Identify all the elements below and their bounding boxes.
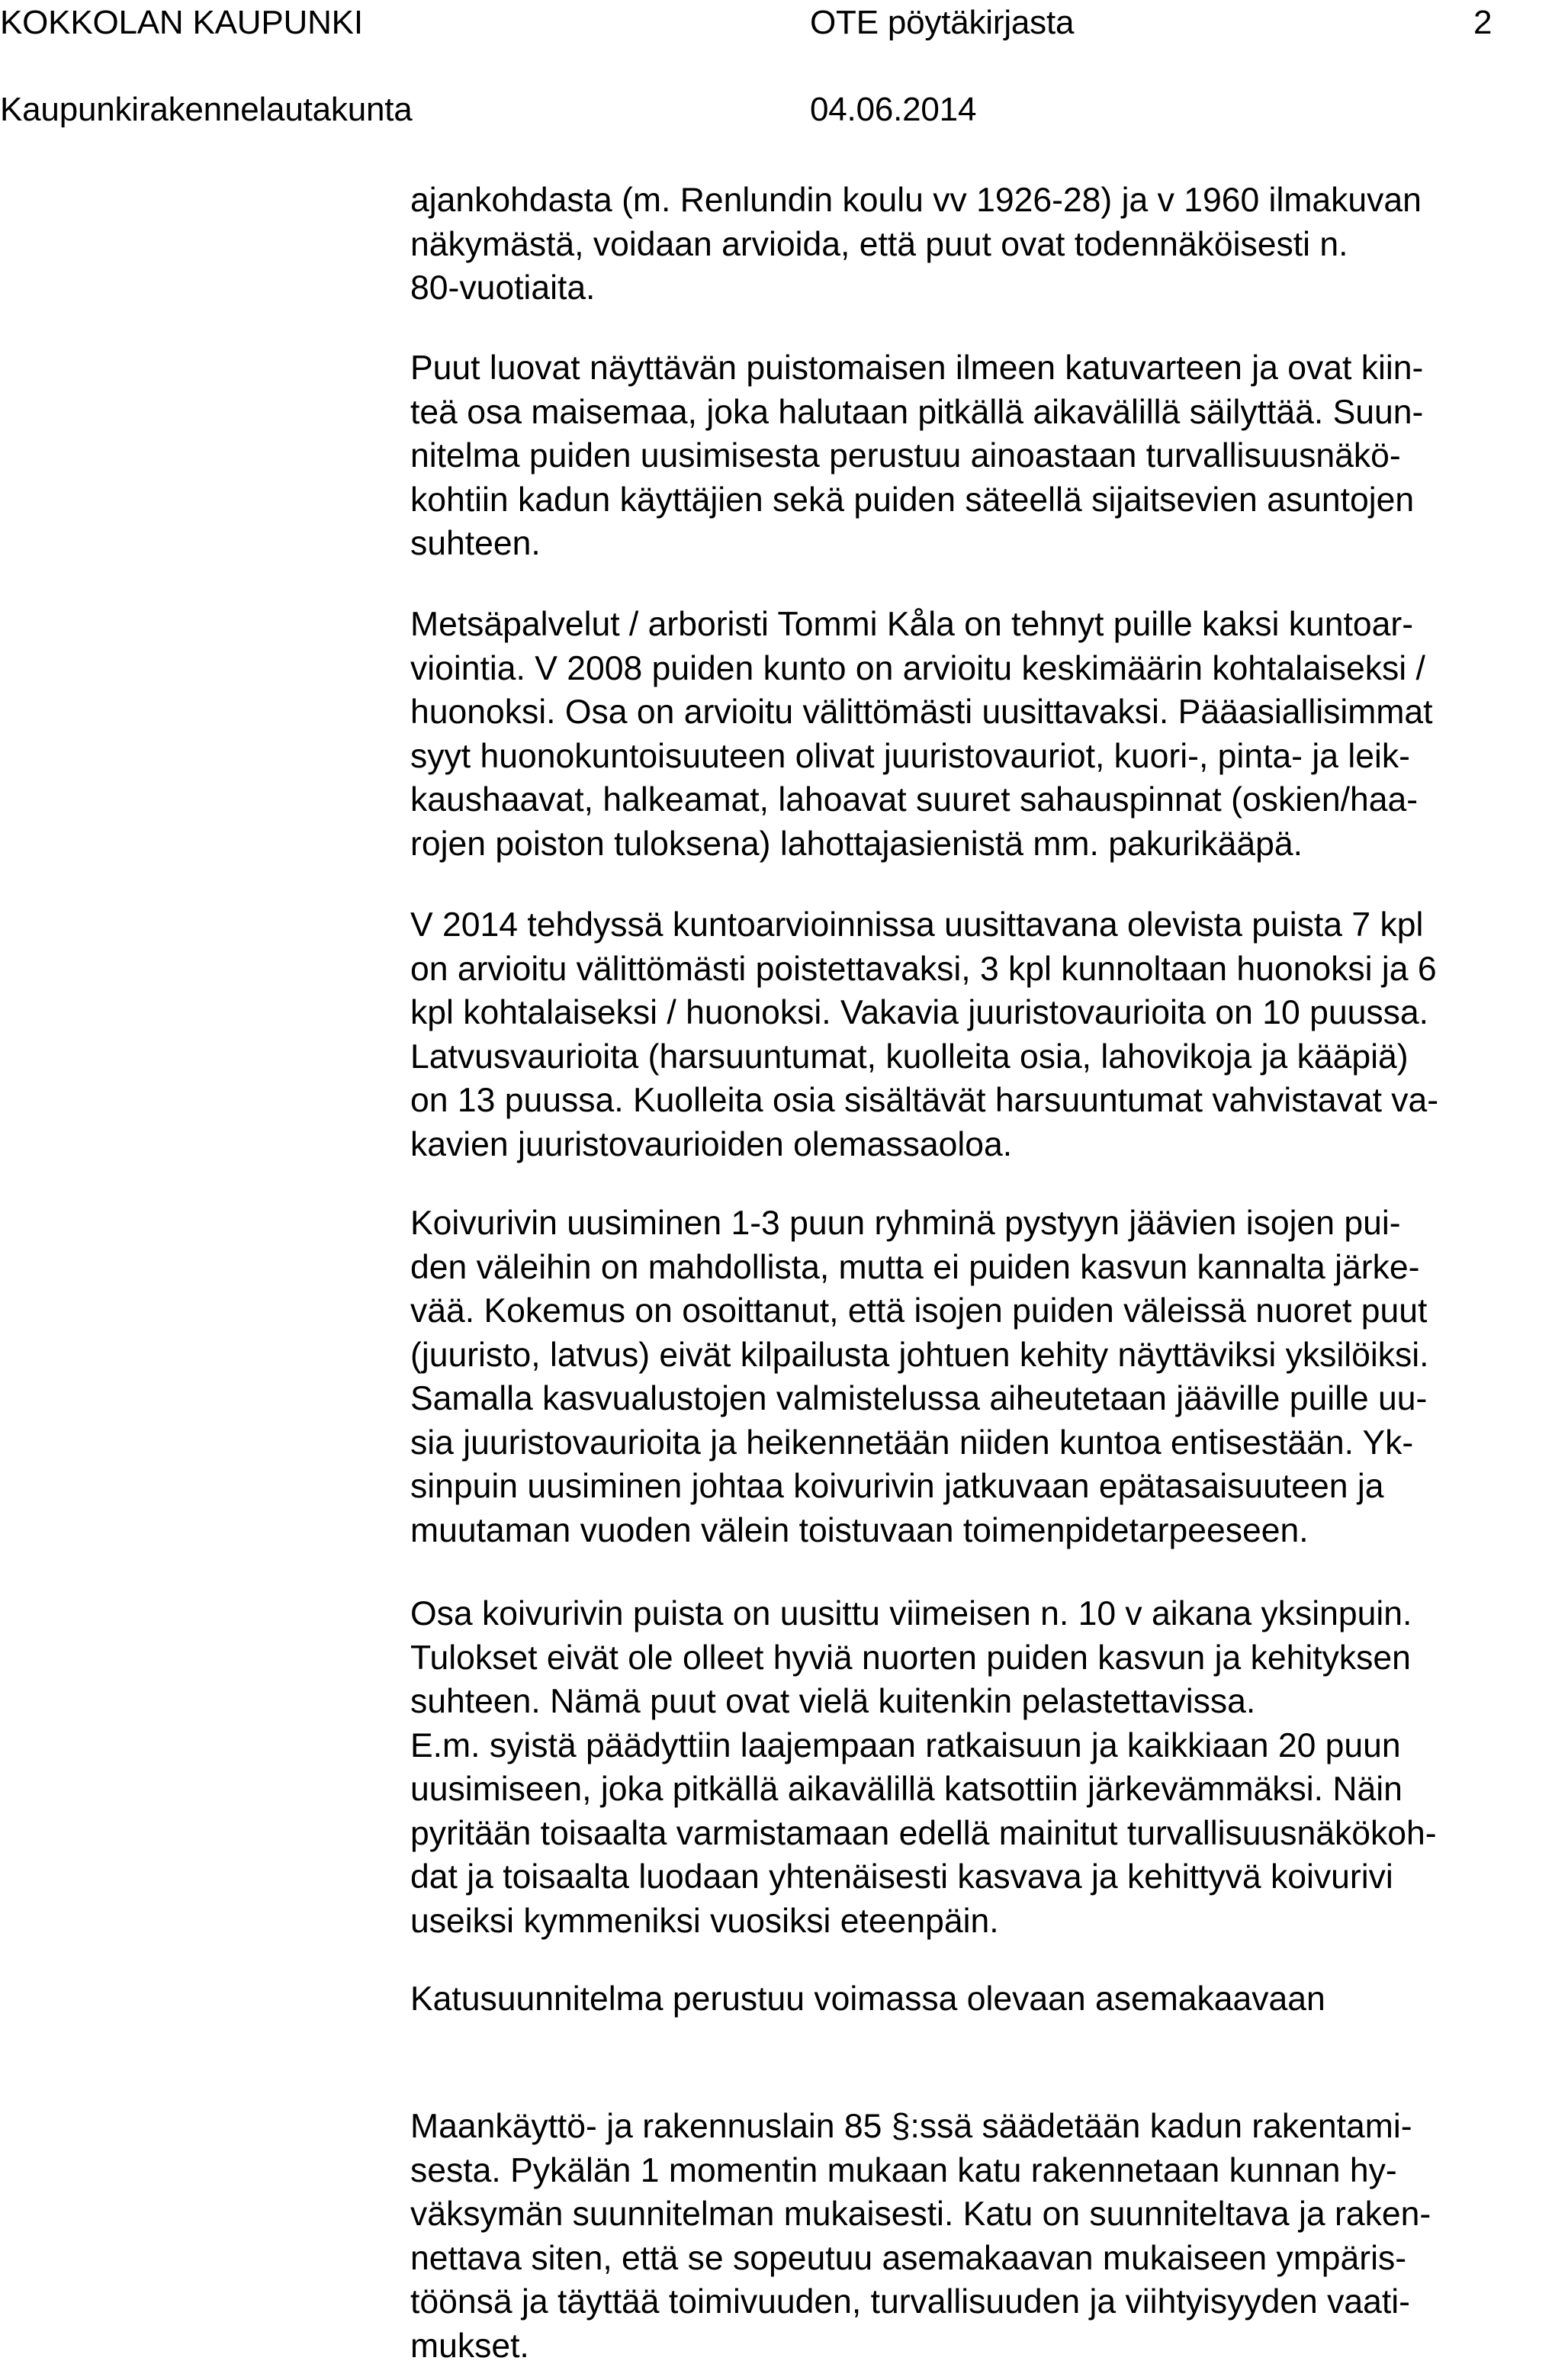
text-line: 80-vuotiaita. (410, 269, 596, 307)
text-line: uusimiseen, joka pitkällä aikavälillä katsottiin järkevämmäksi. Näin (410, 1771, 1403, 1808)
paragraph-condition-assessment (410, 603, 1554, 866)
text-line: nettava siten, että se sopeutuu asemakaavan mukaiseen ympäris- (410, 2239, 1407, 2277)
text-line: on arvioitu välittömästi poistettavaksi, 3 kpl kunnoltaan huonoksi ja 6 (410, 950, 1437, 988)
text-line: suhteen. (410, 525, 541, 562)
text-line: Tulokset eivät ole olleet hyviä nuorten puiden kasvun ja kehityksen (410, 1639, 1411, 1677)
text-line: V 2014 tehdyssä kuntoarvioinnissa uusittavana olevista puista 7 kpl (410, 906, 1424, 944)
text-line: teä osa maisemaa, joka halutaan pitkällä aikavälillä säilyttää. Suun- (410, 393, 1424, 431)
text-line: ajankohdasta (m. Renlundin koulu vv 1926-28) ja v 1960 ilmakuvan (410, 182, 1422, 219)
paragraph-legal-basis (410, 2105, 1554, 2368)
text-line: viointia. V 2008 puiden kunto on arvioitu keskimäärin kohtalaiseksi / (410, 649, 1425, 687)
text-line: muutaman vuoden välein toistuvaan toimenpidetarpeeseen. (410, 1511, 1309, 1549)
text-line: kaushaavat, halkeamat, lahoavat suuret sahauspinnat (oskien/haa- (410, 781, 1419, 819)
text-line: syyt huonokuntoisuuteen olivat juuristovauriot, kuori-, pinta- ja leik- (410, 737, 1410, 775)
text-line: rojen poiston tuloksena) lahottajasienistä mm. pakurikääpä. (410, 825, 1303, 863)
text-line: kohtiin kadun käyttäjien sekä puiden säteellä sijaitsevien asuntojen (410, 481, 1415, 519)
text-line: on 13 puussa. Kuolleita osia sisältävät harsuuntumat vahvistavat va- (410, 1082, 1439, 1119)
text-line: näkymästä, voidaan arvioida, että puut ovat todennäköisesti n. (410, 225, 1348, 263)
text-line: Puut luovat näyttävän puistomaisen ilmeen katuvarteen ja ovat kiin- (410, 349, 1424, 387)
paragraph-tree-age (410, 179, 1554, 310)
paragraph-zoning-basis (410, 1977, 1554, 2022)
text-line: väksymän suunnitelman mukaisesti. Katu on suunniteltava ja raken- (410, 2195, 1431, 2233)
text-line: sinpuin uusiminen johtaa koivurivin jatkuvaan epätasaisuuteen ja (410, 1468, 1384, 1505)
text-line: kpl kohtalaiseksi / huonoksi. Vakavia juuristovaurioita on 10 puussa. (410, 994, 1428, 1031)
text-line: dat ja toisaalta luodaan yhtenäisesti kasvava ja kehittyvä koivurivi (410, 1858, 1393, 1896)
text-line: den väleihin on mahdollista, mutta ei puiden kasvun kannalta järke- (410, 1248, 1420, 1286)
text-line: Osa koivurivin puista on uusittu viimeisen n. 10 v aikana yksinpuin. (410, 1595, 1412, 1632)
text-line: sesta. Pykälän 1 momentin mukaan katu rakennetaan kunnan hy- (410, 2151, 1397, 2189)
text-line: E.m. syistä päädyttiin laajempaan ratkaisuun ja kaikkiaan 20 puun (410, 1726, 1401, 1764)
text-line: kavien juuristovaurioiden olemassaoloa. (410, 1125, 1013, 1163)
text-line: pyritään toisaalta varmistamaan edellä mainitut turvallisuusnäkökoh- (410, 1814, 1437, 1852)
page-number: 2 (1473, 4, 1492, 41)
text-line: Samalla kasvualustojen valmistelussa aiheutetaan jääville puille uu- (410, 1380, 1428, 1417)
paragraph-decision-rationale (410, 1592, 1554, 1943)
text-line: huonoksi. Osa on arvioitu välittömästi uusittavaksi. Pääasiallisimmat (410, 693, 1433, 731)
paragraph-renewal-options (410, 1201, 1554, 1552)
text-line: sia juuristovaurioita ja heikennetään niiden kuntoa entisestään. Yk- (410, 1423, 1414, 1462)
text-line: vää. Kokemus on osoittanut, että isojen puiden väleissä nuoret puut (410, 1292, 1428, 1330)
document-type: OTE pöytäkirjasta (810, 4, 1075, 41)
text-line: Latvusvaurioita (harsuuntumat, kuolleita osia, lahovikoja ja kääpiä) (410, 1037, 1409, 1076)
organization-name: KOKKOLAN KAUPUNKI (0, 4, 363, 41)
board-name: Kaupunkirakennelautakunta (0, 91, 413, 128)
text-line: (juuristo, latvus) eivät kilpailusta johtuen kehity näyttäviksi yksilöiksi. (410, 1336, 1429, 1374)
text-line: Maankäyttö- ja rakennuslain 85 §:ssä säädetään kadun rakentami- (410, 2108, 1412, 2145)
text-line: mukset. (410, 2327, 529, 2365)
paragraph-2014-assessment (410, 903, 1554, 1166)
text-line: useiksi kymmeniksi vuosiksi eteenpäin. (410, 1902, 999, 1940)
text-line: Metsäpalvelut / arboristi Tommi Kåla on tehnyt puille kaksi kuntoar- (410, 606, 1414, 643)
text-line: Katusuunnitelma perustuu voimassa olevaan asemakaavaan (410, 1980, 1325, 2018)
paragraph-landscape (410, 346, 1554, 566)
text-line: nitelma puiden uusimisesta perustuu ainoastaan turvallisuusnäkö- (410, 437, 1401, 474)
text-line: suhteen. Nämä puut ovat vielä kuitenkin pelastettavissa. (410, 1683, 1256, 1720)
text-line: töönsä ja täyttää toimivuuden, turvallisuuden ja viihtyisyyden vaati- (410, 2283, 1410, 2321)
text-line: Koivurivin uusiminen 1-3 puun ryhminä pystyyn jäävien isojen pui- (410, 1205, 1401, 1242)
meeting-date: 04.06.2014 (810, 91, 977, 128)
